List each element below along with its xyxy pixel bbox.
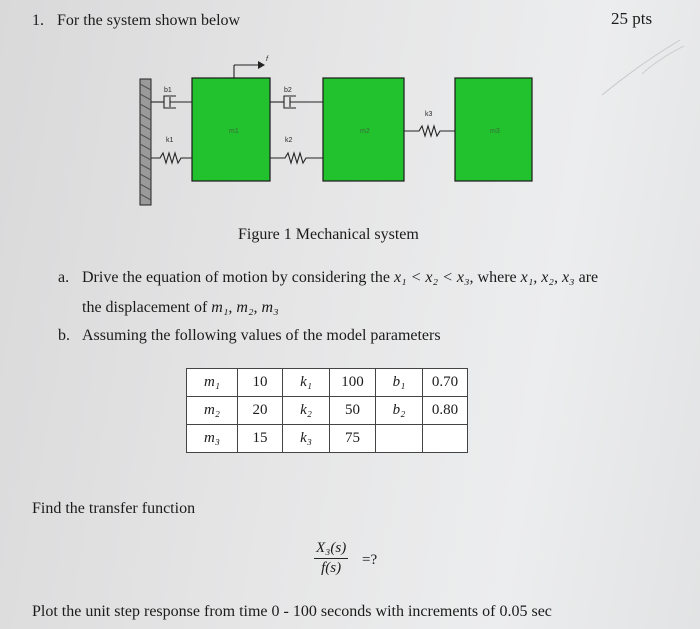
table-cell: 75 bbox=[330, 425, 376, 453]
parameter-table bbox=[186, 368, 468, 453]
label-b2: b2 bbox=[284, 87, 292, 94]
label-m2: m2 bbox=[360, 128, 370, 135]
damper-b1 bbox=[151, 96, 192, 108]
question-text: For the system shown below bbox=[57, 12, 241, 29]
mechanical-system-figure bbox=[0, 0, 700, 230]
label-m3: m3 bbox=[490, 128, 500, 135]
table-cell: m₂ bbox=[187, 397, 238, 425]
label-f: f bbox=[266, 56, 268, 63]
transfer-function bbox=[314, 540, 348, 577]
part-a-line1 bbox=[82, 269, 598, 287]
table-cell bbox=[376, 425, 423, 453]
pencil-mark bbox=[602, 40, 680, 95]
label-k3: k3 bbox=[425, 111, 433, 118]
table-cell: k₂ bbox=[283, 397, 330, 425]
table-cell: 100 bbox=[330, 369, 376, 397]
transfer-equals: =? bbox=[362, 552, 378, 568]
label-k2: k2 bbox=[285, 137, 293, 144]
label-k1: k1 bbox=[166, 137, 174, 144]
mass-vars: m₁, m₂, m₃ bbox=[211, 299, 279, 316]
part-a-label: a. bbox=[58, 269, 70, 286]
table-cell: 10 bbox=[238, 369, 283, 397]
plot-text: Plot the unit step response from time 0 - 100 seconds with increments of 0.05 sec bbox=[32, 603, 552, 620]
arrow-head-icon bbox=[258, 61, 265, 69]
points-label: 25 pts bbox=[611, 9, 653, 28]
table-cell: 0.70 bbox=[423, 369, 468, 397]
table-cell: b₁ bbox=[376, 369, 423, 397]
transfer-denominator: f(s) bbox=[321, 560, 342, 576]
table-cell: 0.80 bbox=[423, 397, 468, 425]
spring-k2 bbox=[270, 153, 323, 163]
table-cell bbox=[423, 425, 468, 453]
find-text: Find the transfer function bbox=[32, 500, 196, 517]
damper-b2 bbox=[270, 96, 323, 108]
label-b1: b1 bbox=[164, 87, 172, 94]
table-row bbox=[187, 425, 468, 453]
table-row bbox=[187, 369, 468, 397]
table-cell: m₃ bbox=[187, 425, 238, 453]
table-cell: k₃ bbox=[283, 425, 330, 453]
part-a-line2-prefix: the displacement of bbox=[82, 299, 212, 316]
table-cell: 50 bbox=[330, 397, 376, 425]
label-m1: m1 bbox=[229, 128, 239, 135]
displacement-order: x₁ < x₂ < x₃ bbox=[393, 269, 470, 286]
table-row bbox=[187, 397, 468, 425]
displacement-vars: x₁, x₂, x₃ bbox=[520, 269, 575, 286]
part-a-line2 bbox=[82, 299, 279, 317]
spring-k1 bbox=[151, 153, 192, 163]
wall bbox=[140, 79, 151, 205]
part-b-text: Assuming the following values of the model parameters bbox=[82, 327, 441, 344]
table-cell: 20 bbox=[238, 397, 283, 425]
part-a-line1-mid: , where bbox=[469, 269, 521, 286]
table-cell: 15 bbox=[238, 425, 283, 453]
part-b-label: b. bbox=[58, 327, 70, 344]
spring-k3 bbox=[404, 126, 455, 136]
table-cell: k₁ bbox=[283, 369, 330, 397]
part-a-line1-suffix: are bbox=[574, 269, 599, 286]
table-cell: m₁ bbox=[187, 369, 238, 397]
figure-caption: Figure 1 Mechanical system bbox=[238, 226, 419, 243]
transfer-numerator: X₃(s) bbox=[314, 540, 348, 559]
question-number: 1. bbox=[32, 12, 44, 29]
table-cell: b₂ bbox=[376, 397, 423, 425]
part-a-line1-prefix: Drive the equation of motion by considering the bbox=[82, 269, 394, 286]
force-arrow bbox=[234, 65, 258, 78]
